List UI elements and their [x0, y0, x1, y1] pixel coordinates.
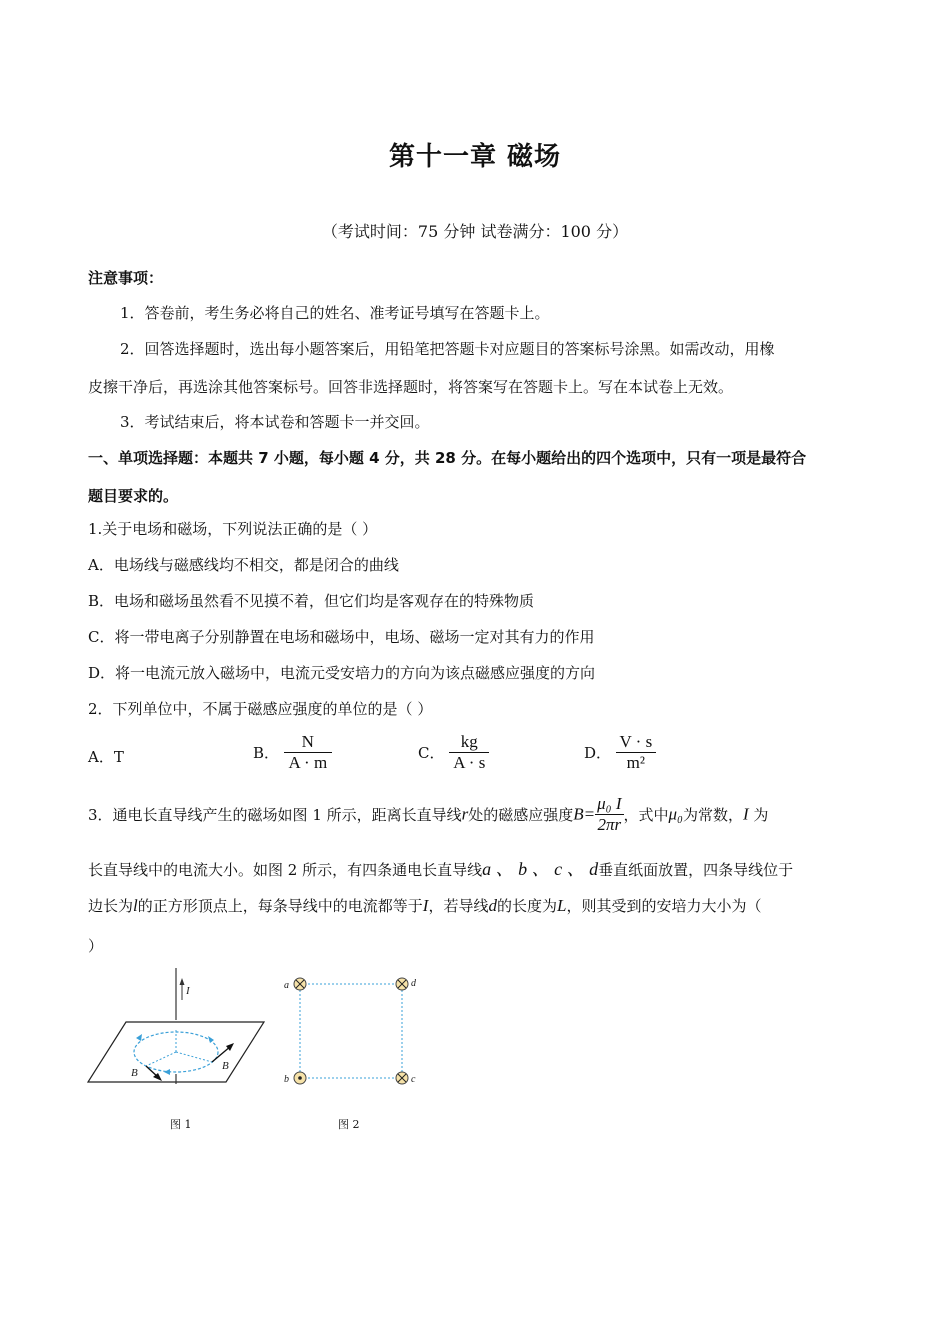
q3-text: 垂直纸面放置，四条导线位于 [598, 861, 794, 879]
wire-d-cross-icon [396, 978, 408, 990]
q2-option-a: A．T [88, 748, 124, 766]
fig1-label-b-left: B [131, 1067, 138, 1079]
q2-option-c-label: C． [418, 744, 445, 762]
q2-stem: 2．下列单位中，不属于磁感应强度的单位的是（ ） [88, 700, 433, 718]
notice-item-1: 1．答卷前，考生务必将自己的姓名、准考证号填写在答题卡上。 [120, 304, 550, 322]
wire-b-dot-icon [294, 1072, 306, 1084]
q1-stem: 1.关于电场和磁场，下列说法正确的是（ ） [88, 520, 378, 538]
q2-option-b-den: A · m [288, 753, 328, 772]
q3-var-capital-l: L [556, 896, 567, 915]
figure-2-caption: 图 2 [338, 1118, 360, 1131]
q3-var-mu: μ₀ [668, 804, 683, 824]
q1-option-d: D．将一电流元放入磁场中，电流元受安培力的方向为该点磁感应强度的方向 [88, 664, 596, 682]
q2-option-d [584, 732, 656, 773]
q2-option-b [253, 732, 332, 773]
wire-a-cross-icon [294, 978, 306, 990]
q2-option-c-fraction [449, 732, 489, 773]
q2-option-d-num: V · s [616, 732, 656, 753]
q3-var-r: r [461, 804, 469, 824]
q1-option-b: B．电场和磁场虽然看不见摸不着，但它们均是客观存在的特殊物质 [88, 592, 535, 610]
wire-c-cross-icon [396, 1072, 408, 1084]
q3-text: 的正方形顶点上，每条导线中的电流都等于 [137, 897, 423, 915]
page-title: 第十一章 磁场 [388, 142, 562, 172]
q1-option-c: C．将一带电离子分别静置在电场和磁场中，电场、磁场一定对其有力的作用 [88, 628, 595, 646]
q3-line-2 [88, 855, 793, 881]
notice-item-2a: 2．回答选择题时，选出每小题答案后，用铅笔把答题卡对应题目的答案标号涂黑。如需改动，用橡 [120, 340, 775, 358]
q3-var-i: I [422, 896, 429, 915]
q3-text: 为常数， [682, 806, 743, 824]
q3-text: ，式中 [623, 806, 669, 824]
figure-1-caption: 图 1 [170, 1118, 192, 1131]
q2-option-b-label: B． [253, 744, 280, 762]
q3-var-i: I [742, 804, 749, 824]
notice-item-2b: 皮擦干净后，再选涂其他答案标号。回答非选择题时，将答案写在答题卡上。写在本试卷上无效。 [88, 378, 734, 396]
q2-option-d-label: D． [584, 744, 612, 762]
section-heading-2: 题目要求的。 [88, 487, 179, 505]
q3-text: 3．通电长直导线产生的磁场如图 1 所示，距离长直导线 [88, 806, 462, 824]
q3-line-4: ） [88, 937, 104, 955]
q2-option-d-fraction [616, 732, 656, 773]
q3-formula-num: μ₀ I [597, 794, 622, 813]
q3-text: 为 [748, 806, 769, 824]
fig2-label-d: d [411, 978, 416, 989]
q3-line-1 [88, 794, 768, 835]
notice-heading: 注意事项： [88, 269, 164, 287]
q3-var-l: l [133, 896, 138, 915]
q2-option-c-num: kg [449, 732, 489, 753]
figure-1 [86, 962, 268, 1084]
section-heading-1: 一、单项选择题：本题共 7 小题，每小题 4 分，共 28 分。在每小题给出的四个选项中，只有一项是最符合 [88, 449, 807, 467]
exam-info: （考试时间：75 分钟 试卷满分：100 分） [321, 222, 629, 241]
fig1-label-i: I [186, 985, 190, 997]
q3-var-b: B= [573, 804, 596, 824]
q3-text: ，若导线 [428, 897, 489, 915]
q3-wire-labels: a 、 b 、 c 、 d [482, 859, 599, 879]
q2-option-c [418, 732, 489, 773]
fig2-label-b: b [284, 1074, 289, 1085]
q3-text: 长直导线中的电流大小。如图 2 所示，有四条通电长直导线 [88, 861, 483, 879]
fig2-label-c: c [411, 1074, 416, 1085]
fig2-label-a: a [284, 980, 289, 991]
q3-text: 处的磁感应强度 [468, 806, 574, 824]
q3-line-3 [88, 895, 761, 916]
figure-2 [280, 970, 430, 1090]
q3-text: 边长为 [88, 897, 134, 915]
notice-item-3: 3．考试结束后，将本试卷和答题卡一并交回。 [120, 413, 430, 431]
q3-text: 的长度为 [496, 897, 557, 915]
q3-text: ，则其受到的安培力大小为（ [566, 897, 762, 915]
q2-option-b-num: N [284, 732, 332, 753]
q2-option-c-den: A · s [453, 753, 486, 772]
q3-var-d: d [488, 896, 497, 915]
fig1-label-b-right: B [222, 1060, 229, 1072]
q3-formula-den: 2πr [597, 815, 622, 834]
q2-option-d-den: m² [626, 753, 645, 772]
q3-formula [595, 794, 623, 835]
q1-option-a: A．电场线与磁感线均不相交，都是闭合的曲线 [88, 556, 399, 574]
q2-option-b-fraction [284, 732, 332, 773]
